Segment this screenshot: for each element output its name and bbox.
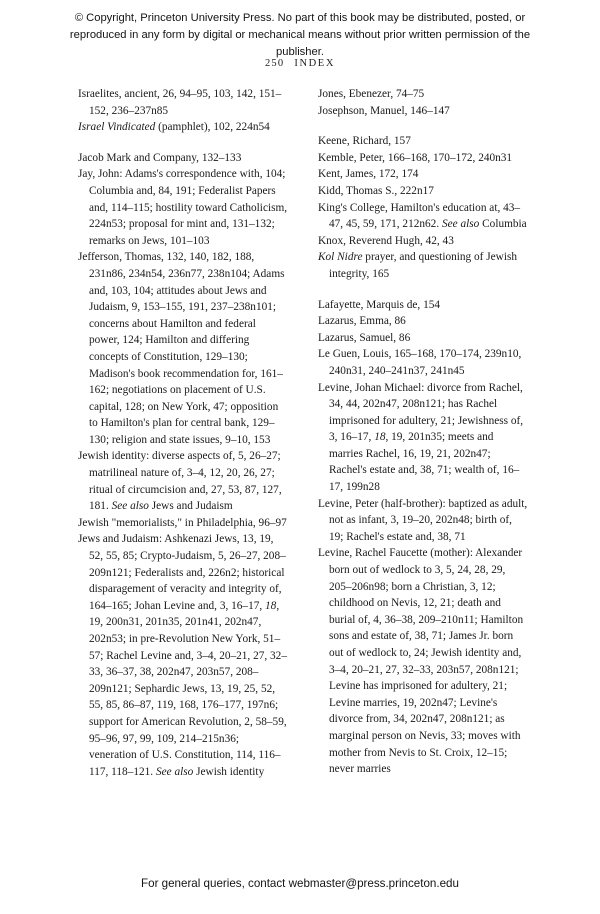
index-entry: Jacob Mark and Company, 132–133 <box>78 151 242 164</box>
index-entry: Kemble, Peter, 166–168, 170–172, 240n31 <box>318 151 513 164</box>
running-head <box>0 58 600 69</box>
index-entry: Le Guen, Louis, 165–168, 170–174, 239n10, 240n31, 240–241n37, 241n45 <box>318 348 522 377</box>
index-entry: Kent, James, 172, 174 <box>318 168 419 181</box>
index-entry: Lafayette, Marquis de, 154 <box>318 298 441 311</box>
index-columns <box>78 86 528 836</box>
index-entry: Levine, Johan Michael: divorce from Rachel, 34, 44, 202n47, 208n121; has Rachel imprisoned for adultery, 21; Jewishness of, 3, 16–17, 18, 19, 201n35; meets and marries Rachel, 16, 19, 21, 202n47; Rachel's estate and, 38, 71; wealth of, 16–17, 199n28 <box>318 381 524 494</box>
index-entry: Jewish "memorialists," in Philadelphia, 96–97 <box>78 516 287 529</box>
index-entry: Jay, John: Adams's correspondence with, 104; Columbia and, 84, 191; Federalist Papers and, 114–115; hostility toward Catholicism, 224n53; proposal for mint and, 131–132; remarks on Jews, 101–103 <box>78 168 288 247</box>
index-entry: Jewish identity: diverse aspects of, 5, 26–27; matrilineal nature of, 3–4, 12, 20, 26, 27; ritual of circumcision and, 27, 53, 87, 127, 181. See also Jews and Judaism <box>78 450 282 513</box>
index-entry: Levine, Rachel Faucette (mother): Alexander born out of wedlock to 3, 5, 24, 28, 29, 205–206n98; born a Christian, 3, 12; childhood on Nevis, 12, 21; death and burial of, 4, 36–38, 209–210n11; Hamilton sons and estate of, 38, 71; James Jr. born out of wedlock to, 24; Jewish identity and, 3–4, 20–21, 27, 32–33, 203n57, 208n121; Levine has imprisoned for adultery, 21; Levine marries, 19, 202n47; Levine's divorce from, 34, 202n47, 208n121; as marginal person on Nevis, 33; moves with mother from Nevis to St. Croix, 12–15; never marries <box>318 547 524 776</box>
index-entry: Keene, Richard, 157 <box>318 135 411 148</box>
index-entry: Kol Nidre prayer, and questioning of Jewish integrity, 165 <box>318 251 518 280</box>
index-entry: Lazarus, Samuel, 86 <box>318 331 411 344</box>
index-entry: Israelites, ancient, 26, 94–95, 103, 142, 151–152, 236–237n85 <box>78 88 282 117</box>
page-number: 250 <box>264 58 285 69</box>
running-head-label: INDEX <box>294 58 336 69</box>
index-entry: King's College, Hamilton's education at, 43–47, 45, 59, 171, 212n62. See also Columbia <box>318 201 527 231</box>
index-entry: Jones, Ebenezer, 74–75 <box>318 88 425 100</box>
index-column-left <box>78 86 288 836</box>
index-entry: Israel Vindicated (pamphlet), 102, 224n54 <box>78 121 270 134</box>
index-entry: Jews and Judaism: Ashkenazi Jews, 13, 19, 52, 55, 85; Crypto-Judaism, 5, 26–27, 208–209n121; Federalists and, 226n2; historical disparagement of veracity and integrity of, 164–165; Johan Levine and, 3, 16–17, 18, 19, 200n31, 201n35, 201n41, 202n47, 202n53; in pre-Revolution New York, 51–57; Rachel Levine and, 3–4, 20–21, 27, 32–33, 36–37, 38, 202n47, 203n57, 208–209n121; Sephardic Jews, 13, 19, 25, 52, 55, 85, 86–87, 119, 168, 176–177, 197n6; support for American Revolution, 2, 58–59, 95–96, 97, 99, 109, 214–215n36; veneration of U.S. Constitution, 114, 116–117, 118–121. See also Jewish identity <box>78 533 287 778</box>
index-column-right <box>318 86 528 836</box>
footer-note: For general queries, contact webmaster@press.princeton.edu <box>141 877 459 890</box>
index-entry: Lazarus, Emma, 86 <box>318 315 406 328</box>
index-entry: Jefferson, Thomas, 132, 140, 182, 188, 231n86, 234n54, 236n77, 238n104; Adams and, 103, 104; attitudes about Jews and Judaism, 9, 153–155, 191, 237–238n101; concerns about Hamilton and federal power, 124; Hamilton and differing concepts of Constitution, 129–130; Madison's book recommendation for, 161–162; negotiations on placement of U.S. capital, 128; on New York, 47; opposition to Hamilton's plan for central bank, 129–130; religion and state issues, 9–10, 153 <box>78 251 285 446</box>
index-entry: Levine, Peter (half-brother): baptized as adult, not as infant, 3, 19–20, 202n48; birth of, 19; Rachel's estate and, 38, 71 <box>318 497 528 543</box>
index-entry: Kidd, Thomas S., 222n17 <box>318 184 434 197</box>
index-entry: Knox, Reverend Hugh, 42, 43 <box>318 234 454 247</box>
index-entry: Josephson, Manuel, 146–147 <box>318 104 450 117</box>
copyright-notice: © Copyright, Princeton University Press. No part of this book may be distributed, posted, or reproduced in any form by digital or mechanical means without prior written permission of the publisher. <box>69 12 531 58</box>
